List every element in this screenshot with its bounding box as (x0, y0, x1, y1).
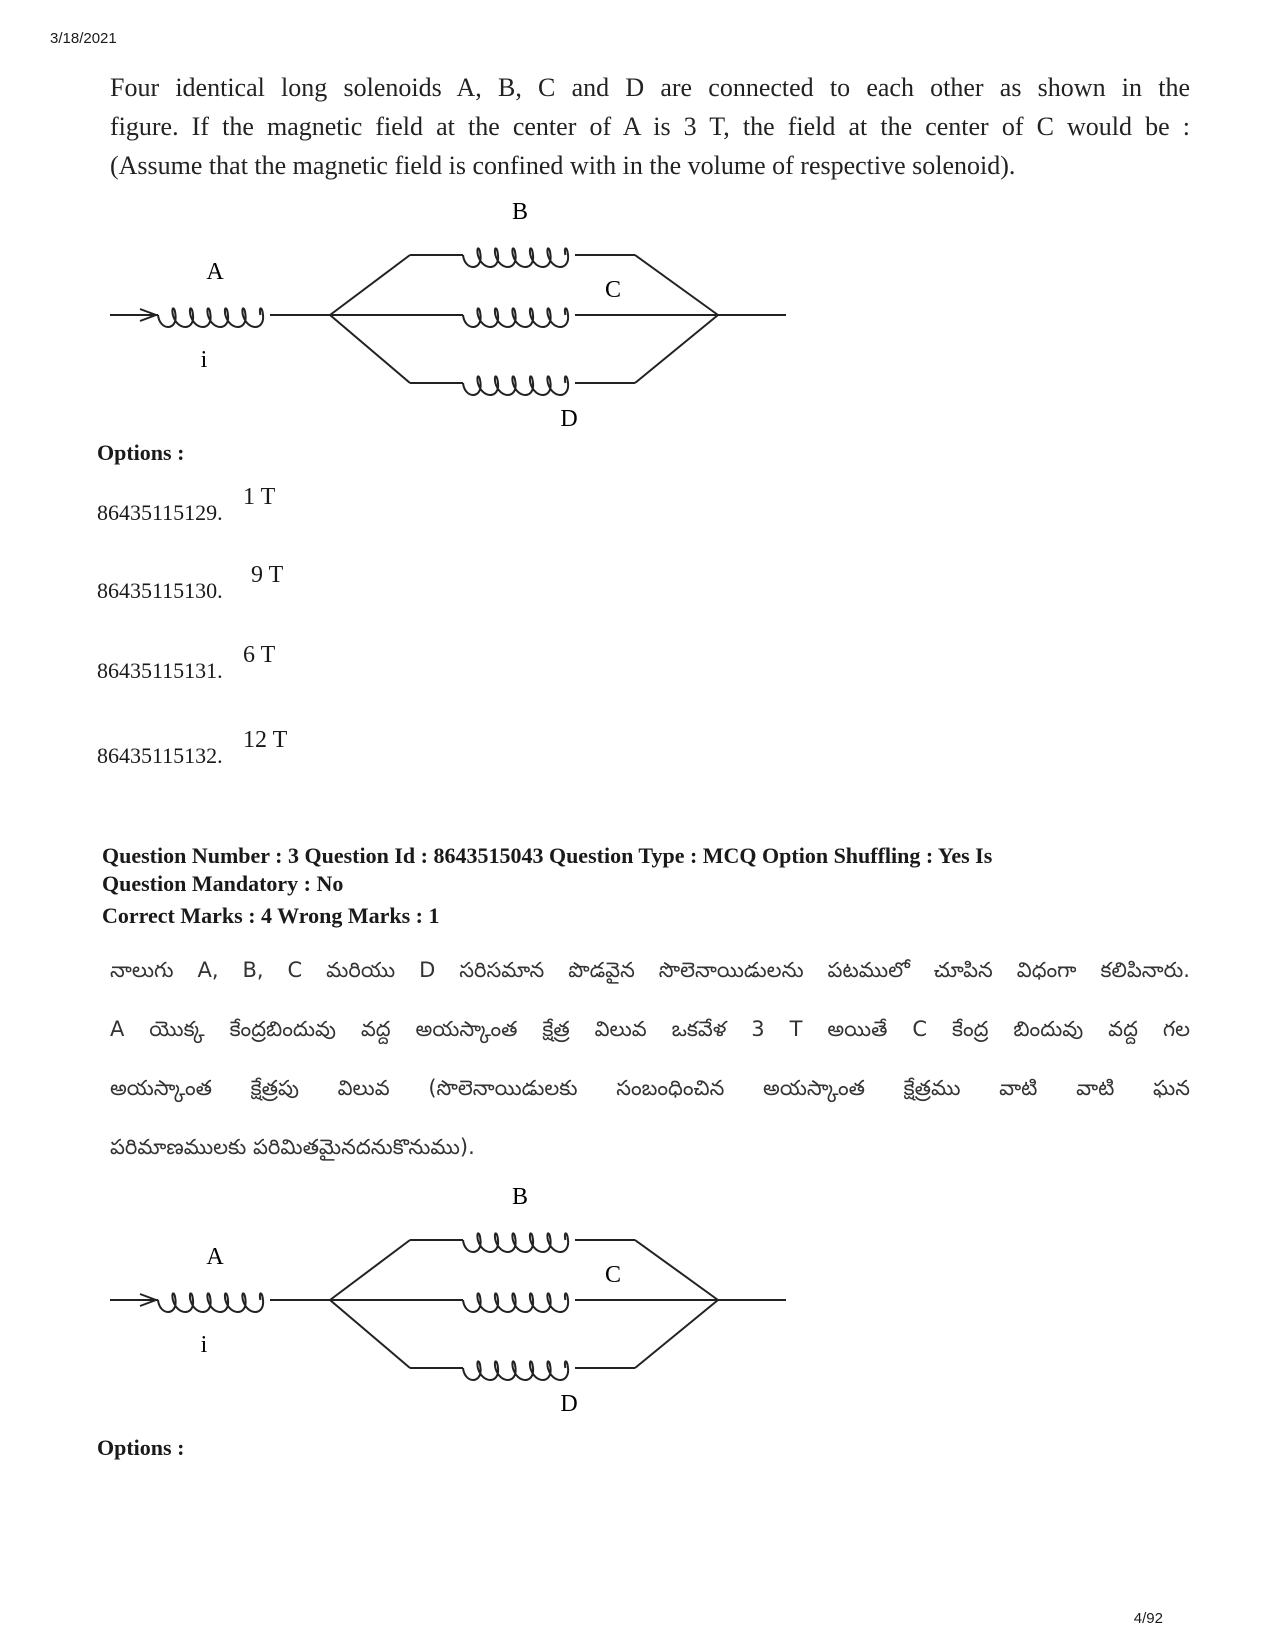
options-label-q2: Options : (97, 440, 185, 465)
question-2-line-3: (Assume that the magnetic field is confined with in the volume of respective solenoid). (110, 151, 1016, 180)
options-label-q3: Options : (97, 1435, 185, 1460)
question-3-meta-line-1: Question Number : 3 Question Id : 8643515043 Question Type : MCQ Option Shuffling : Yes Is (102, 843, 993, 868)
solenoid-b-coil (463, 1233, 568, 1252)
wire-b-to-junction (635, 1240, 718, 1300)
label-b: B (511, 199, 529, 225)
question-3-telugu-text (110, 950, 1190, 1186)
page-number: 4/92 (1133, 1610, 1163, 1627)
question-2-text (110, 68, 1190, 185)
label-a: A (206, 1244, 224, 1270)
option-4-id: 86435115132. (97, 743, 223, 768)
label-b: B (511, 1184, 529, 1210)
solenoid-d-coil (463, 1361, 568, 1380)
option-3-id: 86435115131. (97, 658, 223, 683)
option-1-value[interactable]: 1 T (243, 484, 276, 510)
label-c: C (604, 277, 622, 303)
label-d: D (560, 1391, 578, 1417)
wire-d-to-junction (635, 1300, 718, 1368)
label-c: C (604, 1262, 622, 1288)
solenoid-b-coil (463, 248, 568, 267)
wire-junction-to-b (330, 255, 410, 315)
question-3-meta (102, 842, 1182, 898)
solenoid-d-coil (463, 376, 568, 395)
option-3-value[interactable]: 6 T (243, 642, 276, 668)
solenoid-circuit-figure-2 (100, 1180, 800, 1425)
solenoid-a-coil (158, 308, 263, 327)
wire-d-to-junction (635, 315, 718, 383)
label-a: A (206, 259, 224, 285)
option-1-id: 86435115129. (97, 500, 223, 525)
solenoid-c-coil (463, 308, 568, 327)
telugu-line-2: A యొక్క కేంద్రబిందువు వద్ద అయస్కాంత క్షేత్ర విలువ ఒకవేళ 3 T అయితే C కేంద్ర బిందువు వద్ద గల (110, 1017, 1190, 1041)
solenoid-c-coil (463, 1293, 568, 1312)
wire-junction-to-d (330, 315, 410, 383)
solenoid-circuit-figure-1 (100, 195, 800, 440)
option-4-value[interactable]: 12 T (243, 727, 288, 753)
solenoid-a-coil (158, 1293, 263, 1312)
wire-b-to-junction (635, 255, 718, 315)
telugu-line-4: పరిమాణములకు పరిమితమైనదనుకొనుము). (110, 1135, 475, 1159)
option-2-value[interactable]: 9 T (251, 562, 284, 588)
label-d: D (560, 406, 578, 432)
label-i: i (200, 1332, 208, 1358)
label-i: i (200, 347, 208, 373)
telugu-line-1: నాలుగు A, B, C మరియు D సరిసమాన పొడవైన సొలెనాయిడులను పటములో చూపిన విధంగా కలిపినారు. (110, 958, 1190, 982)
wire-junction-to-b (330, 1240, 410, 1300)
telugu-line-3: అయస్కాంత క్షేత్రపు విలువ (సొలెనాయిడులకు సంబంధించిన అయస్కాంత క్షేత్రము వాటి వాటి ఘన (110, 1076, 1190, 1100)
question-3-meta-line-2: Question Mandatory : No (102, 871, 344, 896)
question-2-line-2: figure. If the magnetic field at the center of A is 3 T, the field at the center of C would be : (110, 112, 1190, 141)
wire-junction-to-d (330, 1300, 410, 1368)
option-2-id: 86435115130. (97, 578, 223, 603)
question-3-marks: Correct Marks : 4 Wrong Marks : 1 (102, 903, 440, 928)
question-2-line-1: Four identical long solenoids A, B, C and D are connected to each other as shown in the (110, 73, 1190, 102)
page-date: 3/18/2021 (50, 30, 117, 47)
